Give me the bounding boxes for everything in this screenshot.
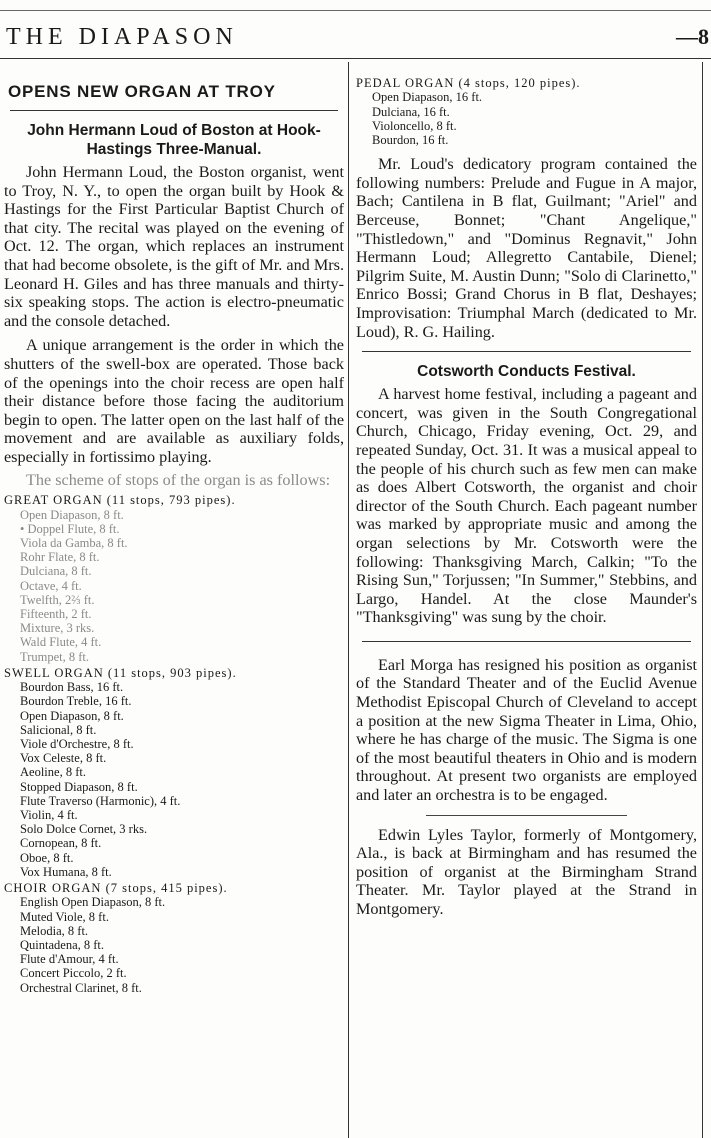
list-item: Oboe, 8 ft. (20, 850, 74, 865)
paragraph: A unique arrangement is the order in which the shutters of the swell-box are operated. Those back of the openings into the choir recess are open half their distance before those facing the auditorium begin to open. The latter open on the last half of the movement and are available as auxiliary folds, especially in fortissimo playing. (4, 336, 344, 466)
list-item: Open Diapason, 8 ft. (20, 708, 124, 723)
list-item: Aeoline, 8 ft. (20, 765, 86, 780)
section-rule (362, 641, 691, 642)
list-item: Fifteenth, 2 ft. (20, 606, 92, 621)
choir-organ-stops (4, 895, 344, 994)
list-item: Twelfth, 2⅔ ft. (20, 592, 95, 607)
list-item: Muted Viole, 8 ft. (20, 909, 109, 924)
list-item: Quintadena, 8 ft. (20, 938, 105, 952)
list-item: Vox Humana, 8 ft. (20, 864, 112, 879)
pedal-organ-heading: PEDAL ORGAN (4 stops, 120 pipes). (356, 76, 581, 90)
list-item: Stopped Diapason, 8 ft. (20, 779, 138, 794)
short-rule (426, 815, 627, 816)
list-item: Salicional, 8 ft. (20, 722, 97, 737)
list-item: Trumpet, 8 ft. (20, 649, 89, 664)
paragraph: The scheme of stops of the organ is as follows: (26, 470, 331, 489)
list-item: Vox Celeste, 8 ft. (20, 751, 107, 766)
column-divider-right (702, 62, 703, 1138)
swell-organ-heading: SWELL ORGAN (11 stops, 903 pipes). (4, 665, 237, 680)
paragraph: Earl Morga has resigned his position as organist of the Standard Theater and of the Euclid Avenue Methodist Episcopal Church of Cleveland to accept a position at the new Sigma Theater in Lima, Ohio, where he has charge of the music. The Sigma is one of the most beautiful theaters in Ohio and is modern throughout. At present two organists are employed and later an orchestra is to be engaged. (356, 655, 697, 805)
masthead-title: THE DIAPASON (6, 24, 238, 50)
paragraph: John Hermann Loud, the Boston organist, went to Troy, N. Y., to open the organ built by Hook & Hastings for the First Particular Baptist Church of that city. The recital was played on the evening of Oct. 12. The organ, which replaces an instrument that had become obsolete, is the gift of Mr. and Mrs. Leonard H. Giles and has three manuals and thirty-six speaking stops. The action is electro-pneumatic and the console detached. (4, 163, 344, 330)
list-item: • Doppel Flute, 8 ft. (20, 521, 120, 536)
list-item: Bourdon Bass, 16 ft. (20, 680, 124, 695)
choir-organ-heading: CHOIR ORGAN (7 stops, 415 pipes). (4, 880, 228, 895)
list-item: Wald Flute, 4 ft. (20, 635, 102, 650)
list-item: English Open Diapason, 8 ft. (20, 895, 166, 910)
list-item: Solo Dolce Cornet, 3 rks. (20, 822, 148, 837)
list-item: Cornopean, 8 ft. (20, 836, 102, 851)
list-item: Octave, 4 ft. (20, 578, 82, 593)
list-item: Rohr Flate, 8 ft. (20, 550, 100, 565)
list-item: Open Diapason, 8 ft. (20, 507, 124, 522)
swell-organ-stops (4, 680, 344, 879)
list-item: Bourdon Treble, 16 ft. (20, 694, 132, 709)
list-item: Flute Traverso (Harmonic), 4 ft. (20, 793, 181, 808)
list-item: Concert Piccolo, 2 ft. (20, 966, 127, 981)
headline-rule (10, 110, 338, 111)
column-left (4, 62, 344, 995)
list-item: Viola da Gamba, 8 ft. (20, 535, 128, 550)
headline-troy: OPENS NEW ORGAN AT TROY (8, 82, 276, 101)
list-item: Violin, 4 ft. (20, 807, 78, 822)
list-item: Melodia, 8 ft. (20, 923, 89, 938)
page-number: —8 (676, 24, 709, 49)
list-item: Flute d'Amour, 4 ft. (20, 952, 119, 967)
list-item: Violoncello, 8 ft. (372, 118, 457, 133)
program-paragraph: Mr. Loud's dedicatory program contained the following numbers: Prelude and Fugue in A major, Bach; Cantilena in B flat, Guilmant; "Ariel" and Berceuse, Bonnet; "Chant Angelique," "Thistledown," and "Dominus Regnavit," John Hermann Loud; Allegretto Cantabile, Dienel; Pilgrim Suite, M. Austin Dunn; "Solo di Clarinetto," Enrico Bossi; Grand Chorus in B flat, Deshayes; Improvisation: Triumphal March (dedicated to Mr. Loud), R. G. Hailing. (356, 155, 697, 341)
paragraph: A harvest home festival, including a pageant and concert, was given in the South Congregational Church, Chicago, Friday evening, Oct. 29, and repeated Sunday, Oct. 31. It was a musical appeal to the people of his church such as few men can make as does Albert Cotsworth, the organist and choir director of the South Church. Each pageant number was marked by appropriate music and among the organ selections by Mr. Cotsworth were the following: Thanksgiving March, Calkin; "To the Rising Sun," Torjussen; "In Summer," Stebbins, and Largo, Handel. At the close Maunder's "Thanksgiving" was sung by the choir. (356, 385, 697, 627)
column-right (356, 62, 697, 919)
list-item: Viole d'Orchestre, 8 ft. (20, 736, 134, 751)
list-item: Dulciana, 8 ft. (20, 564, 92, 579)
paragraph: Edwin Lyles Taylor, formerly of Montgomery, Ala., is back at Birmingham and has resumed the position of organist at the Birmingham Strand Theater. Mr. Taylor played at the Strand in Montgomery. (356, 825, 697, 918)
page-header (0, 0, 711, 59)
list-item: Dulciana, 16 ft. (372, 104, 450, 119)
top-rule (0, 10, 711, 11)
pedal-organ-stops (356, 90, 697, 147)
list-item: Bourdon, 16 ft. (372, 133, 449, 148)
great-organ-stops (4, 508, 344, 664)
column-divider (348, 62, 349, 1138)
great-organ-heading: GREAT ORGAN (11 stops, 793 pipes). (4, 493, 236, 508)
subhead-troy: John Hermann Loud of Boston at Hook-Hastings Three-Manual. (27, 122, 321, 158)
section-rule (362, 351, 691, 352)
list-item: Open Diapason, 16 ft. (372, 90, 483, 105)
list-item: Mixture, 3 rks. (20, 621, 95, 636)
headline-cotsworth: Cotsworth Conducts Festival. (417, 363, 636, 381)
list-item: Orchestral Clarinet, 8 ft. (20, 980, 142, 995)
